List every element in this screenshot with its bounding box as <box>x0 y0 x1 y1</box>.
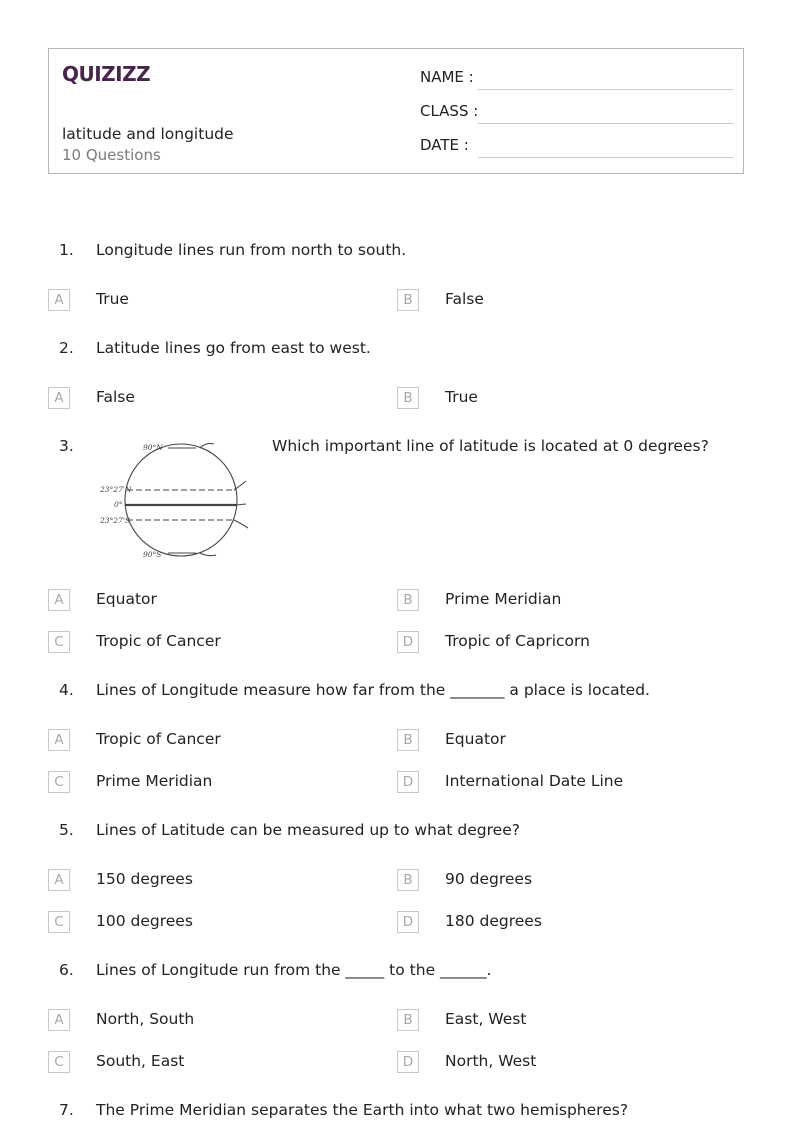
option-letter-box[interactable]: B <box>397 289 419 311</box>
option-letter-box[interactable]: D <box>397 631 419 653</box>
option-text[interactable]: Tropic of Cancer <box>96 730 221 748</box>
option-letter-box[interactable]: A <box>48 387 70 409</box>
question-text: Lines of Latitude can be measured up to what degree? <box>96 821 520 839</box>
option-text[interactable]: East, West <box>445 1010 527 1028</box>
option-text[interactable]: Prime Meridian <box>96 772 213 790</box>
option-text[interactable]: 100 degrees <box>96 912 193 930</box>
figure-label: 90°S <box>143 550 162 559</box>
question-text: Lines of Longitude measure how far from the _______ a place is located. <box>96 681 650 699</box>
quizizz-logo <box>62 60 152 86</box>
option-text[interactable]: Tropic of Cancer <box>96 632 221 650</box>
option-text[interactable]: North, West <box>445 1052 537 1070</box>
arrow-mark <box>234 520 248 528</box>
question-count: 10 Questions <box>62 146 161 164</box>
question-text: Lines of Longitude run from the _____ to the ______. <box>96 961 492 979</box>
figure-label: 90°N <box>143 443 163 452</box>
date-line[interactable] <box>478 157 733 158</box>
option-letter-box[interactable]: C <box>48 911 70 933</box>
class-label: CLASS : <box>420 102 479 120</box>
name-label: NAME : <box>420 68 474 86</box>
option-letter-box[interactable]: D <box>397 771 419 793</box>
svg-text:QUIZIZZ: QUIZIZZ <box>62 62 151 86</box>
figure-label: 23°27'S <box>100 516 131 525</box>
option-text[interactable]: Equator <box>96 590 157 608</box>
worksheet-header <box>48 48 744 174</box>
option-text[interactable]: True <box>96 290 129 308</box>
option-letter-box[interactable]: A <box>48 289 70 311</box>
figure-label: 23°27'N <box>100 485 132 494</box>
option-letter-box[interactable]: B <box>397 869 419 891</box>
question-number: 7. <box>59 1101 74 1119</box>
question-text: Which important line of latitude is located at 0 degrees? <box>272 437 709 455</box>
option-text[interactable]: Equator <box>445 730 506 748</box>
option-letter-box[interactable]: A <box>48 1009 70 1031</box>
option-text[interactable]: True <box>445 388 478 406</box>
option-letter-box[interactable]: B <box>397 729 419 751</box>
arrow-mark <box>200 444 214 449</box>
option-text[interactable]: False <box>445 290 484 308</box>
option-text[interactable]: Tropic of Capricorn <box>445 632 590 650</box>
globe-latitude-figure <box>96 436 256 564</box>
option-text[interactable]: International Date Line <box>445 772 624 790</box>
question-text: Longitude lines run from north to south. <box>96 241 407 259</box>
question-number: 3. <box>59 437 74 455</box>
option-text[interactable]: Prime Meridian <box>445 590 562 608</box>
arrow-mark <box>234 481 246 490</box>
option-letter-box[interactable]: B <box>397 589 419 611</box>
option-letter-box[interactable]: A <box>48 869 70 891</box>
option-letter-box[interactable]: A <box>48 589 70 611</box>
option-text[interactable]: North, South <box>96 1010 195 1028</box>
option-letter-box[interactable]: C <box>48 771 70 793</box>
option-letter-box[interactable]: C <box>48 1051 70 1073</box>
option-text[interactable]: 150 degrees <box>96 870 193 888</box>
globe-outline <box>125 444 237 556</box>
question-number: 1. <box>59 241 74 259</box>
arrow-mark <box>200 553 216 556</box>
question-text: The Prime Meridian separates the Earth into what two hemispheres? <box>96 1101 629 1119</box>
question-text: Latitude lines go from east to west. <box>96 339 371 357</box>
option-text[interactable]: 180 degrees <box>445 912 542 930</box>
option-letter-box[interactable]: C <box>48 631 70 653</box>
option-letter-box[interactable]: D <box>397 1051 419 1073</box>
option-letter-box[interactable]: B <box>397 1009 419 1031</box>
question-number: 2. <box>59 339 74 357</box>
date-label: DATE : <box>420 136 469 154</box>
question-number: 6. <box>59 961 74 979</box>
name-line[interactable] <box>478 89 733 90</box>
worksheet-title: latitude and longitude <box>62 125 234 143</box>
option-letter-box[interactable]: D <box>397 911 419 933</box>
option-text[interactable]: False <box>96 388 135 406</box>
option-letter-box[interactable]: A <box>48 729 70 751</box>
option-text[interactable]: 90 degrees <box>445 870 533 888</box>
question-number: 5. <box>59 821 74 839</box>
option-text[interactable]: South, East <box>96 1052 185 1070</box>
figure-label: 0° <box>114 500 123 509</box>
arrow-mark <box>236 504 246 505</box>
option-letter-box[interactable]: B <box>397 387 419 409</box>
question-number: 4. <box>59 681 74 699</box>
class-line[interactable] <box>478 123 733 124</box>
